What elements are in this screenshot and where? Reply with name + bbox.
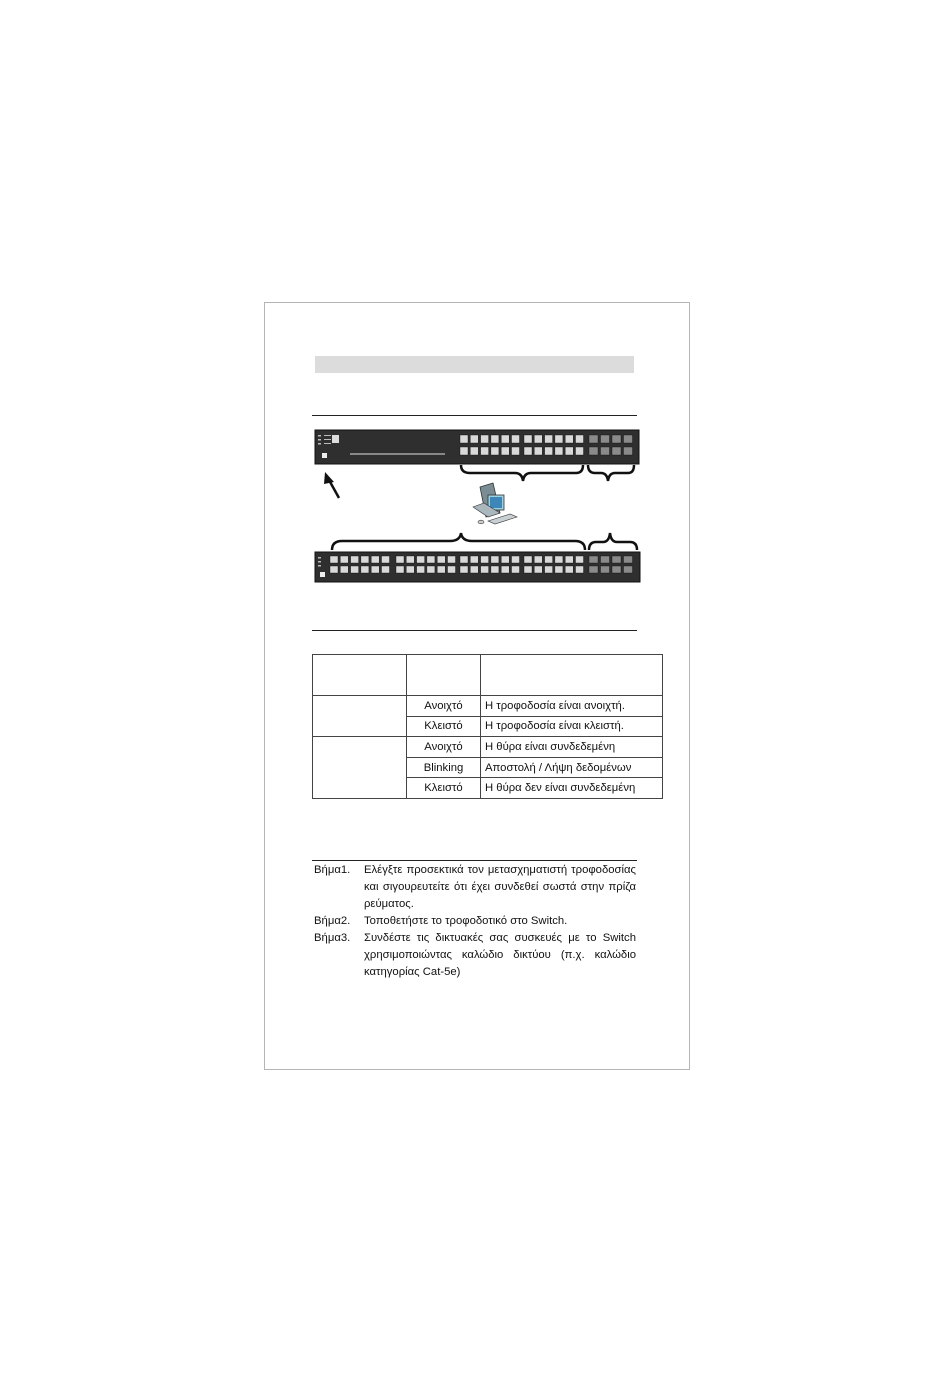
installation-steps: [314, 862, 636, 981]
rj45-port: [565, 447, 573, 455]
rj45-port: [501, 435, 509, 443]
arrow-icon: [324, 472, 339, 498]
sfp-port: [612, 447, 621, 455]
rj45-port: [460, 566, 468, 573]
step-text: Συνδέστε τις δικτυακές σας συσκευές με το Switch χρησιμοποιώντας καλώδιο δικτύου (π.χ. καλώδιο κατηγορίας Cat-5e): [364, 932, 636, 978]
rj45-port: [382, 556, 390, 563]
rj45-port: [512, 566, 520, 573]
table-header-row: [313, 655, 663, 696]
header-cell-description: [481, 655, 663, 696]
rj45-port: [565, 566, 573, 573]
rj45-port: [406, 566, 414, 573]
rj45-port: [361, 566, 369, 573]
rj45-port: [576, 566, 584, 573]
sfp-port: [601, 566, 610, 573]
led-cell-port: [313, 737, 407, 799]
rj45-port: [512, 435, 520, 443]
sfp-port: [624, 447, 633, 455]
rj45-port: [555, 447, 563, 455]
rj45-port: [427, 556, 435, 563]
step-item: [314, 862, 636, 913]
status-cell: Κλειστό: [407, 716, 481, 737]
rj45-port: [491, 447, 499, 455]
brace-sfp-24: [588, 465, 634, 481]
rj45-port: [524, 566, 532, 573]
rj45-port: [427, 566, 435, 573]
rj45-port: [460, 447, 468, 455]
power-led-icon: [322, 453, 327, 458]
rj45-port: [501, 556, 509, 563]
description-cell: Η τροφοδοσία είναι κλειστή.: [481, 716, 663, 737]
description-cell: Αποστολή / Λήψη δεδομένων: [481, 757, 663, 778]
header-cell-status: [407, 655, 481, 696]
brace-sfp-48: [589, 533, 637, 550]
rj45-port: [545, 435, 553, 443]
rj45-port: [555, 435, 563, 443]
table-row: [313, 737, 663, 758]
status-cell: Ανοιχτό: [407, 737, 481, 758]
status-cell: Κλειστό: [407, 778, 481, 799]
rj45-port: [491, 566, 499, 573]
rj45-port: [576, 556, 584, 563]
rj45-port: [448, 556, 456, 563]
rj45-port: [470, 556, 478, 563]
rj45-port: [460, 435, 468, 443]
rj45-port: [406, 556, 414, 563]
rj45-port: [576, 435, 584, 443]
rj45-port: [340, 556, 348, 563]
rj45-port: [417, 556, 425, 563]
rj45-port: [351, 566, 359, 573]
description-cell: Η τροφοδοσία είναι ανοιχτή.: [481, 696, 663, 717]
step-label: Βήμα3.: [314, 932, 351, 944]
rj45-port: [534, 566, 542, 573]
status-cell: Ανοιχτό: [407, 696, 481, 717]
table-row: [313, 696, 663, 717]
rj45-port: [361, 556, 369, 563]
rj45-port: [382, 566, 390, 573]
rj45-port: [396, 566, 404, 573]
rj45-port: [371, 566, 379, 573]
rj45-port: [545, 447, 553, 455]
rj45-port: [437, 556, 445, 563]
sfp-port: [612, 566, 621, 573]
rj45-port: [396, 556, 404, 563]
rj45-port: [460, 556, 468, 563]
rj45-port: [524, 556, 532, 563]
rj45-port: [470, 435, 478, 443]
sfp-port: [601, 435, 610, 443]
rj45-port: [351, 556, 359, 563]
switch-panel-diagram: [310, 425, 645, 590]
rj45-port: [470, 447, 478, 455]
rj45-port: [545, 566, 553, 573]
sfp-port: [589, 566, 598, 573]
rj45-port: [437, 566, 445, 573]
rj45-port: [481, 556, 489, 563]
rj45-port: [576, 447, 584, 455]
sfp-port: [601, 556, 610, 563]
rj45-port: [524, 435, 532, 443]
rj45-port: [565, 556, 573, 563]
switch-24-port-front-panel: [315, 430, 639, 464]
sfp-port: [624, 556, 633, 563]
rj45-port: [534, 447, 542, 455]
sfp-port: [601, 447, 610, 455]
sfp-port: [612, 435, 621, 443]
step-label: Βήμα2.: [314, 915, 351, 927]
section-heading-bar: [315, 356, 634, 373]
rj45-port: [330, 566, 338, 573]
rj45-port: [524, 447, 532, 455]
divider-middle: [312, 630, 637, 631]
rj45-port: [491, 556, 499, 563]
divider-steps: [312, 860, 637, 861]
computer-icon: [473, 483, 517, 524]
rj45-port: [545, 556, 553, 563]
rj45-port: [534, 556, 542, 563]
led-status-table: [312, 654, 663, 799]
rj45-port: [330, 556, 338, 563]
sfp-port: [589, 556, 598, 563]
divider-top: [312, 415, 637, 416]
rj45-port: [417, 566, 425, 573]
step-item: [314, 913, 636, 930]
sfp-port: [589, 435, 598, 443]
rj45-port: [512, 447, 520, 455]
sfp-port: [624, 566, 633, 573]
sfp-port: [612, 556, 621, 563]
header-cell-led: [313, 655, 407, 696]
brace-rj45-24: [461, 465, 583, 481]
step-label: Βήμα1.: [314, 864, 351, 876]
step-item: [314, 930, 636, 981]
sfp-port: [589, 447, 598, 455]
step-text: Τοποθετήστε το τροφοδοτικό στο Switch.: [364, 915, 568, 927]
switch-48-port-front-panel: [315, 552, 640, 582]
rj45-port: [491, 435, 499, 443]
rj45-port: [501, 566, 509, 573]
description-cell: Η θύρα δεν είναι συνδεδεμένη: [481, 778, 663, 799]
rj45-port: [501, 447, 509, 455]
brace-rj45-48: [332, 533, 585, 550]
sfp-port: [624, 435, 633, 443]
rj45-port: [481, 566, 489, 573]
rj45-port: [448, 566, 456, 573]
rj45-port: [481, 435, 489, 443]
rj45-port: [534, 435, 542, 443]
rj45-port: [470, 566, 478, 573]
rj45-port: [371, 556, 379, 563]
rj45-port: [340, 566, 348, 573]
rj45-port: [481, 447, 489, 455]
led-cell-power: [313, 696, 407, 737]
description-cell: Η θύρα είναι συνδεδεμένη: [481, 737, 663, 758]
rj45-port: [555, 566, 563, 573]
status-cell: Blinking: [407, 757, 481, 778]
rj45-port: [565, 435, 573, 443]
rj45-port: [512, 556, 520, 563]
step-text: Ελέγξτε προσεκτικά τον μετασχηματιστή τροφοδοσίας και σιγουρευτείτε ότι έχει συνδεθεί σωστά στην πρίζα ρεύματος.: [364, 864, 636, 910]
rj45-port: [555, 556, 563, 563]
